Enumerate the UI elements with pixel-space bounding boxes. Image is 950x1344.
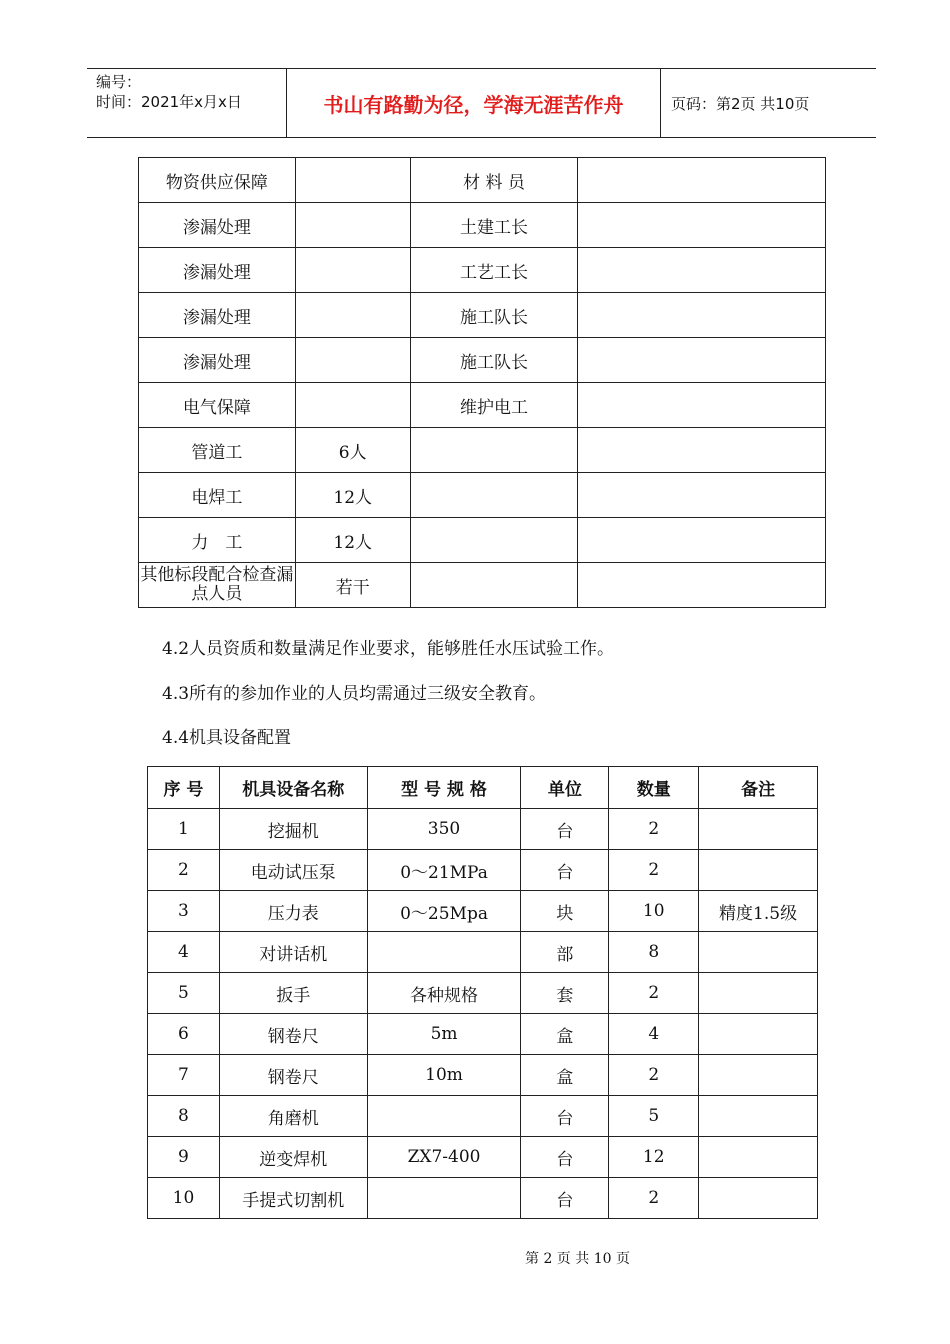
paragraph-4-3: 4.3所有的参加作业的人员均需通过三级安全教育。	[162, 684, 547, 704]
table-cell	[578, 518, 826, 563]
table-cell: 渗漏处理	[139, 248, 296, 293]
table-row	[139, 293, 826, 338]
table-row	[148, 1055, 818, 1096]
table-row	[139, 473, 826, 518]
table-cell: 电动试压泵	[219, 850, 367, 891]
table-cell: 4	[609, 1014, 699, 1055]
table-cell: 7	[148, 1055, 220, 1096]
table-cell: 材 料 员	[410, 158, 578, 203]
column-header: 机具设备名称	[219, 767, 367, 809]
table-cell	[578, 293, 826, 338]
table-cell: 块	[521, 891, 609, 932]
table-cell: 渗漏处理	[139, 203, 296, 248]
table-cell: 渗漏处理	[139, 338, 296, 383]
table-cell	[367, 1096, 521, 1137]
table-cell: 钢卷尺	[219, 1014, 367, 1055]
table-cell: 台	[521, 1137, 609, 1178]
paragraph-4-2: 4.2人员资质和数量满足作业要求，能够胜任水压试验工作。	[162, 639, 615, 659]
table-cell: 0～21MPa	[367, 850, 521, 891]
table-cell	[699, 1137, 818, 1178]
table-row	[139, 518, 826, 563]
table-cell: 12人	[295, 518, 410, 563]
header-page-info: 页码：第2页 共10页	[671, 94, 810, 113]
table-cell	[410, 428, 578, 473]
table-cell: 台	[521, 1178, 609, 1219]
column-header: 备注	[699, 767, 818, 809]
table-cell: 5m	[367, 1014, 521, 1055]
table-cell: 施工队长	[410, 338, 578, 383]
table-cell: 8	[609, 932, 699, 973]
table-row	[148, 973, 818, 1014]
table-cell	[699, 850, 818, 891]
table-cell: 其他标段配合检查漏点人员	[139, 563, 296, 608]
table-cell: 扳手	[219, 973, 367, 1014]
time-label: 时间：2021年x月x日	[96, 93, 242, 111]
table-cell	[578, 203, 826, 248]
table-cell: 逆变焊机	[219, 1137, 367, 1178]
table-row	[148, 891, 818, 932]
table-cell: 压力表	[219, 891, 367, 932]
table-cell	[578, 428, 826, 473]
table-cell	[295, 293, 410, 338]
table-cell	[578, 338, 826, 383]
staff-table-body	[139, 158, 826, 608]
table-row	[139, 563, 826, 608]
table-row	[139, 248, 826, 293]
page-footer: 第 2 页 共 10 页	[525, 1251, 630, 1267]
table-cell	[578, 383, 826, 428]
table-row	[148, 1096, 818, 1137]
table-cell: 5	[148, 973, 220, 1014]
column-header: 单位	[521, 767, 609, 809]
table-cell: 2	[609, 1055, 699, 1096]
table-cell	[699, 932, 818, 973]
table-cell: 12	[609, 1137, 699, 1178]
table-cell: 2	[609, 973, 699, 1014]
table-cell: 6	[148, 1014, 220, 1055]
table-cell: 10m	[367, 1055, 521, 1096]
table-cell: 5	[609, 1096, 699, 1137]
table-cell: 10	[609, 891, 699, 932]
table-cell: 2	[609, 850, 699, 891]
table-row	[148, 809, 818, 850]
table-cell	[699, 1014, 818, 1055]
table-cell	[295, 203, 410, 248]
table-cell: 盒	[521, 1055, 609, 1096]
header-motto: 书山有路勤为径，学海无涯苦作舟	[287, 69, 661, 137]
table-cell: 1	[148, 809, 220, 850]
table-cell: 台	[521, 809, 609, 850]
column-header: 序 号	[148, 767, 220, 809]
column-header: 数量	[609, 767, 699, 809]
table-cell	[367, 932, 521, 973]
table-cell	[295, 248, 410, 293]
header-meta	[87, 69, 287, 137]
equipment-table	[147, 766, 818, 1219]
table-cell: 手提式切割机	[219, 1178, 367, 1219]
table-cell: 台	[521, 850, 609, 891]
table-cell	[699, 809, 818, 850]
table-cell: 电气保障	[139, 383, 296, 428]
table-cell	[578, 248, 826, 293]
table-cell: 6人	[295, 428, 410, 473]
table-cell	[699, 1096, 818, 1137]
table-cell: 维护电工	[410, 383, 578, 428]
table-row	[139, 158, 826, 203]
table-cell	[410, 473, 578, 518]
table-cell	[410, 563, 578, 608]
equipment-table-header	[148, 767, 818, 809]
table-cell: 部	[521, 932, 609, 973]
table-row	[148, 850, 818, 891]
table-cell: 钢卷尺	[219, 1055, 367, 1096]
table-cell: 挖掘机	[219, 809, 367, 850]
paragraph-4-4: 4.4机具设备配置	[162, 728, 292, 748]
table-cell: 2	[609, 1178, 699, 1219]
table-cell: 工艺工长	[410, 248, 578, 293]
table-cell: 若干	[295, 563, 410, 608]
table-cell: 0～25Mpa	[367, 891, 521, 932]
table-cell: 施工队长	[410, 293, 578, 338]
table-cell: 土建工长	[410, 203, 578, 248]
table-cell: ZX7-400	[367, 1137, 521, 1178]
table-cell: 管道工	[139, 428, 296, 473]
table-cell	[295, 158, 410, 203]
table-cell: 台	[521, 1096, 609, 1137]
table-cell	[699, 973, 818, 1014]
table-cell	[578, 563, 826, 608]
table-cell	[295, 338, 410, 383]
column-header: 型 号 规 格	[367, 767, 521, 809]
table-cell: 物资供应保障	[139, 158, 296, 203]
number-label: 编号：	[96, 73, 142, 91]
table-cell	[295, 383, 410, 428]
table-cell: 渗漏处理	[139, 293, 296, 338]
table-row	[139, 428, 826, 473]
table-cell: 2	[609, 809, 699, 850]
table-cell: 力 工	[139, 518, 296, 563]
table-cell: 电焊工	[139, 473, 296, 518]
table-cell: 9	[148, 1137, 220, 1178]
table-cell: 角磨机	[219, 1096, 367, 1137]
table-cell: 各种规格	[367, 973, 521, 1014]
table-cell	[367, 1178, 521, 1219]
table-row	[148, 932, 818, 973]
table-cell: 盒	[521, 1014, 609, 1055]
page-header	[87, 68, 876, 138]
table-cell: 10	[148, 1178, 220, 1219]
equipment-table-body	[148, 809, 818, 1219]
staff-table	[138, 157, 826, 608]
table-cell	[410, 518, 578, 563]
table-row	[148, 1137, 818, 1178]
table-cell: 4	[148, 932, 220, 973]
table-cell: 8	[148, 1096, 220, 1137]
table-cell	[699, 1178, 818, 1219]
table-cell: 套	[521, 973, 609, 1014]
table-cell	[699, 1055, 818, 1096]
table-row	[148, 1178, 818, 1219]
table-cell	[578, 473, 826, 518]
table-row	[139, 203, 826, 248]
table-cell: 精度1.5级	[699, 891, 818, 932]
table-row	[139, 338, 826, 383]
table-cell: 对讲话机	[219, 932, 367, 973]
table-cell: 3	[148, 891, 220, 932]
table-cell	[578, 158, 826, 203]
table-row	[148, 1014, 818, 1055]
table-cell: 12人	[295, 473, 410, 518]
table-row	[139, 383, 826, 428]
table-cell: 2	[148, 850, 220, 891]
table-cell: 350	[367, 809, 521, 850]
